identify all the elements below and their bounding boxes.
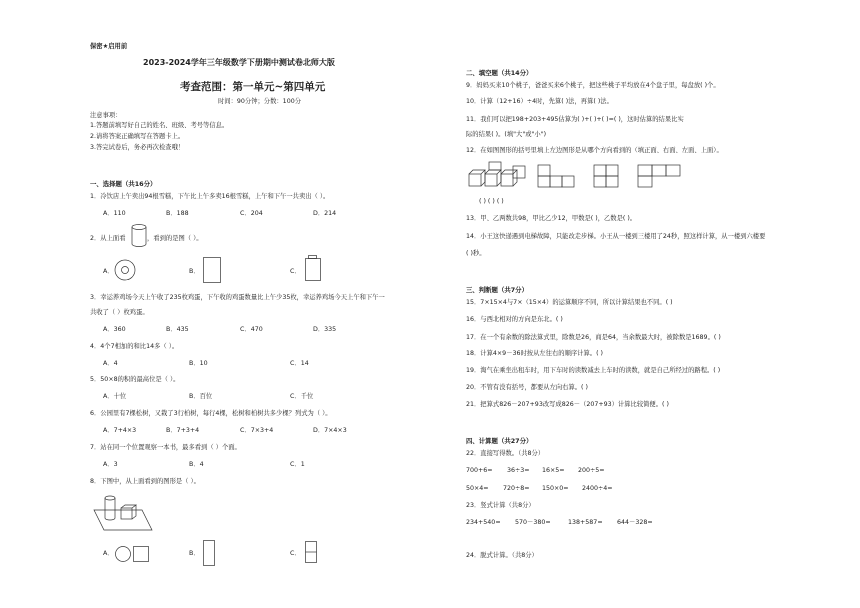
option-d[interactable]: D．7×4×3	[313, 427, 347, 434]
calc-item: 50×4=	[466, 485, 489, 492]
cylinder-figure	[131, 224, 147, 248]
section-calc-title: 四、计算题（共27分）	[466, 437, 533, 445]
time-score: 时间：90分钟；分数：100分	[218, 98, 302, 105]
calc-item: 150×0=	[542, 485, 569, 492]
question-19: 19．淘气在乘坐出租车时，用下车时的读数减去上车时的读数，就是自己所经过的路程。( )	[466, 367, 721, 374]
section-fill-title: 二、填空题（共14分）	[466, 69, 533, 77]
calc-item: 700+6=	[466, 467, 493, 474]
calc-item: 200÷5=	[578, 467, 605, 474]
option-b[interactable]: B．7+3+4	[166, 427, 200, 434]
top-view-grid	[637, 164, 681, 188]
option-c[interactable]: C．	[290, 268, 301, 275]
split-rectangle-figure	[305, 541, 317, 563]
secret-label: 保密★启用前	[90, 43, 128, 50]
question-14-line2: ( )秒。	[466, 250, 486, 257]
notes-title: 注意事项：	[90, 112, 122, 119]
note-line: 1.答题前填写好自己的姓名、班级、考号等信息。	[90, 122, 229, 129]
exam-title: 2023-2024学年三年级数学下册期中测试卷北师大版	[143, 58, 335, 67]
note-line: 3.答完试卷后，务必再次检查哦！	[90, 144, 185, 151]
question-9: 9．妈妈买来10个桃子，爸爸买来6个桃子，把这些桃子平均放在4个盘子里，每盘放( )个。	[466, 82, 720, 89]
question-6: 6．公园里有7棵松树，又栽了3行柏树，每行4棵，松树和柏树共多少棵？列式为（ ）。	[90, 410, 332, 417]
option-a[interactable]: A．3	[103, 461, 118, 468]
question-12-blanks[interactable]: ( ) ( ) ( )	[479, 198, 504, 205]
front-view-grid	[537, 164, 575, 188]
question-2-a: 2．从上面看	[90, 235, 126, 242]
question-11-line2: 际的结果( )。(填"大"或"小")	[466, 131, 547, 138]
section-judge-title: 三、判断题（共7分）	[466, 286, 528, 294]
option-a[interactable]: A．7+4×3	[103, 427, 137, 434]
option-a[interactable]: A．十位	[103, 393, 127, 400]
question-21: 21．把算式826－207+93改写成826－（207+93）计算比较简便。( )	[466, 401, 669, 408]
option-c[interactable]: C．1	[290, 461, 305, 468]
calc-item: 2400÷4=	[582, 485, 613, 492]
rectangle-figure	[203, 257, 221, 283]
question-23: 23．竖式计算（共8分）	[466, 502, 535, 509]
option-a[interactable]: A．	[103, 550, 114, 557]
calc-item: 644－328=	[617, 519, 653, 526]
question-17: 17．在一个有余数的除法算式里，除数是26，商是64，当余数最大时，被除数是1689。( )	[466, 334, 721, 341]
question-24: 24．脱式计算。（共8分）	[466, 552, 538, 559]
option-b[interactable]: B．	[189, 550, 200, 557]
question-11-line1: 11．我们可以把198+203+495估算为( )+( )+( )=( )，这时估算的结果比实	[466, 116, 684, 123]
option-c[interactable]: C．470	[240, 326, 263, 333]
question-8: 8．下图中，从上面看到的图形是（ ）。	[90, 478, 200, 485]
circle-square-figure	[115, 545, 151, 563]
question-3-line2: 共收了（ ）枚鸡蛋。	[90, 309, 149, 316]
question-20: 20．不管有没有括号，都要从左向右算。( )	[466, 384, 588, 391]
calc-item: 36÷3=	[507, 467, 530, 474]
question-3-line1: 3．幸运养鸡场今天上午收了235枚鸡蛋，下午收的鸡蛋数量比上午少35枚，幸运养鸡场今天上午和下午一	[90, 294, 385, 301]
option-c[interactable]: C．千位	[290, 393, 314, 400]
ring-figure	[114, 259, 136, 281]
question-10: 10．计算（12+16）÷4时，先算( )法，再算( )法。	[466, 98, 613, 105]
question-2-b: ，看到的是图（ ）。	[147, 235, 203, 242]
calc-item: 720÷8=	[503, 485, 530, 492]
option-b[interactable]: B．10	[189, 360, 208, 367]
note-line: 2.请将答案正确填写在答题卡上。	[90, 133, 185, 140]
option-d[interactable]: D．335	[313, 326, 337, 333]
option-a[interactable]: A．360	[103, 326, 126, 333]
option-b[interactable]: B．188	[166, 210, 189, 217]
question-18: 18．计算4×9－36时按从左往右的顺序计算。( )	[466, 350, 603, 357]
question-12: 12．在如图图形的括号里填上左边图形是从哪个方向看到的（填正面、右面、左面、上面）。	[466, 147, 723, 154]
cube-stack-figure	[468, 162, 532, 190]
option-c[interactable]: C．	[290, 550, 301, 557]
exam-scope: 考查范围：第一单元~第四单元	[180, 81, 326, 93]
option-b[interactable]: B．435	[166, 326, 189, 333]
question-22: 22．直接写得数。（共8分）	[466, 450, 545, 457]
calc-item: 138+587=	[568, 519, 603, 526]
option-b[interactable]: B．百位	[189, 393, 213, 400]
option-c[interactable]: C．7×3+4	[240, 427, 274, 434]
option-a[interactable]: A．110	[103, 210, 126, 217]
calc-item: 570－380=	[515, 519, 551, 526]
calc-item: 234+540=	[466, 519, 501, 526]
solid-figure-scene	[92, 492, 154, 532]
question-14-line1: 14．小王这快递遇到电梯故障，只能改走步梯。小王从一楼到三楼用了24秒，照这样计算，从一楼到六楼要	[466, 233, 766, 240]
option-d[interactable]: D．214	[313, 210, 337, 217]
question-13: 13．甲、乙两数共98，甲比乙少12，甲数是( )，乙数是( )。	[466, 215, 637, 222]
section-choice-title: 一、选择题（共16分）	[90, 180, 157, 188]
question-4: 4．4个7相加的和比14多（ ）。	[90, 343, 179, 350]
option-b[interactable]: B．	[189, 268, 200, 275]
option-a[interactable]: A．	[103, 268, 114, 275]
rectangle-tab-figure	[305, 255, 321, 281]
question-5: 5．50×8的积的最高位是（ ）。	[90, 376, 180, 383]
option-b[interactable]: B．4	[189, 461, 204, 468]
side-view-grid	[593, 164, 619, 188]
tall-rectangle-figure	[203, 540, 215, 566]
question-7: 7．站在同一个位置观察一本书，最多看到（ ）个面。	[90, 444, 241, 451]
question-15: 15．7×15×4与7×（15×4）的运算顺序不同，所以计算结果也不同。( )	[466, 299, 673, 306]
question-16: 16．与西北相对的方向是东北。( )	[466, 316, 563, 323]
option-c[interactable]: C．204	[240, 210, 263, 217]
calc-item: 16×5=	[542, 467, 565, 474]
option-c[interactable]: C．14	[290, 360, 309, 367]
option-a[interactable]: A．4	[103, 360, 118, 367]
question-1: 1．冷饮店上午卖出94根雪糕，下午比上午多卖16根雪糕，上午和下午一共卖出（ ）。	[90, 193, 330, 200]
